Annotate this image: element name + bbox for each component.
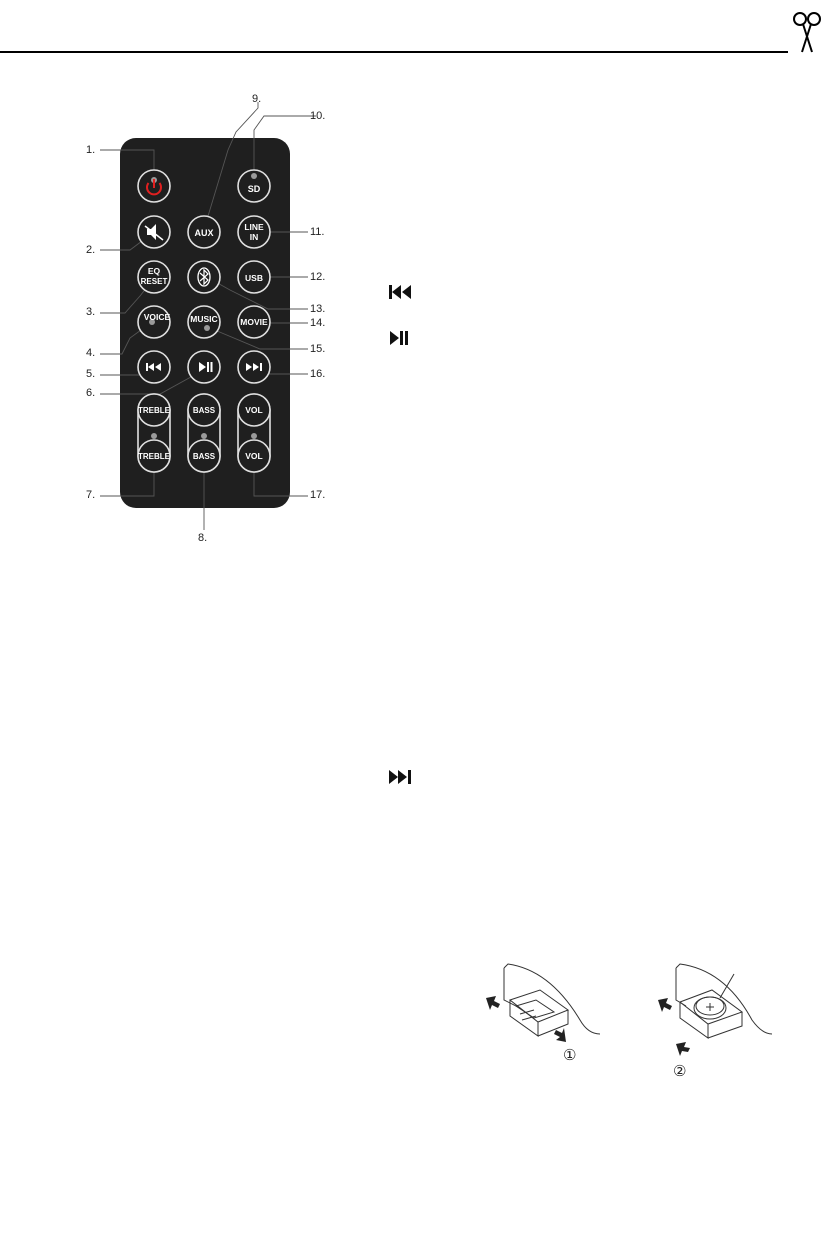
vol-up-label: VOL — [245, 405, 263, 415]
battery-step-1-drawing — [504, 964, 600, 1036]
aux-button[interactable] — [188, 216, 220, 248]
arrow-icon — [486, 996, 500, 1010]
callout-13: 13. — [310, 303, 326, 315]
vol-rocker[interactable] — [238, 394, 270, 472]
step-2-marker: ② — [673, 1062, 687, 1080]
callout-9: 9. — [252, 93, 262, 105]
sd-button[interactable] — [238, 170, 270, 202]
usb-label: USB — [245, 273, 263, 283]
bass-up-label: BASS — [192, 406, 216, 415]
callout-12: 12. — [310, 271, 326, 283]
voice-button[interactable] — [138, 306, 171, 338]
arrow-icon — [658, 998, 672, 1012]
treble-up-label: TREBLE — [138, 406, 170, 415]
play-pause-icon — [389, 330, 409, 346]
mute-button[interactable] — [138, 216, 170, 248]
music-label: MUSIC — [190, 314, 218, 324]
callout-7: 7. — [86, 489, 96, 501]
next-icon — [388, 769, 412, 785]
callout-3: 3. — [86, 306, 96, 318]
bass-rocker[interactable] — [188, 394, 220, 472]
callout-2: 2. — [86, 244, 96, 256]
step-1-marker: ① — [563, 1046, 577, 1064]
treble-down-label: TREBLE — [138, 452, 170, 461]
callout-14: 14. — [310, 317, 326, 329]
callout-17: 17. — [310, 489, 326, 501]
battery-step-2-drawing — [676, 964, 772, 1038]
callout-4: 4. — [86, 347, 96, 359]
arrow-icon — [554, 1028, 566, 1042]
aux-label: AUX — [194, 228, 214, 238]
movie-button[interactable] — [238, 306, 270, 338]
voice-label: VOICE — [143, 312, 171, 322]
bluetooth-button[interactable] — [188, 261, 220, 293]
remote-control — [0, 0, 840, 560]
treble-rocker[interactable] — [138, 394, 171, 472]
next-button[interactable] — [238, 351, 270, 383]
arrow-icon — [676, 1042, 690, 1056]
callout-5: 5. — [86, 368, 96, 380]
callout-15: 15. — [310, 343, 326, 355]
previous-button[interactable] — [138, 351, 170, 383]
line-in-label-1: LINE — [244, 222, 264, 232]
bass-down-label: BASS — [192, 452, 216, 461]
eq-label-1: EQ — [147, 266, 161, 276]
callout-16: 16. — [310, 368, 326, 380]
usb-button[interactable] — [238, 261, 270, 293]
line-in-label-2: IN — [249, 232, 259, 242]
callout-1: 1. — [86, 144, 96, 156]
vol-down-label: VOL — [245, 451, 263, 461]
power-button[interactable] — [138, 170, 170, 202]
callout-10: 10. — [310, 110, 326, 122]
music-button[interactable] — [188, 306, 220, 338]
previous-icon — [388, 284, 412, 300]
callout-8: 8. — [198, 532, 208, 544]
eq-reset-button[interactable] — [138, 261, 170, 293]
movie-label: MOVIE — [240, 317, 268, 327]
eq-label-2: RESET — [140, 277, 168, 286]
battery-illustration — [480, 960, 790, 1080]
sd-label: SD — [247, 184, 261, 194]
callout-6: 6. — [86, 387, 96, 399]
line-in-button[interactable] — [238, 216, 270, 248]
play-pause-button[interactable] — [188, 351, 220, 383]
callout-11: 11. — [310, 226, 325, 238]
